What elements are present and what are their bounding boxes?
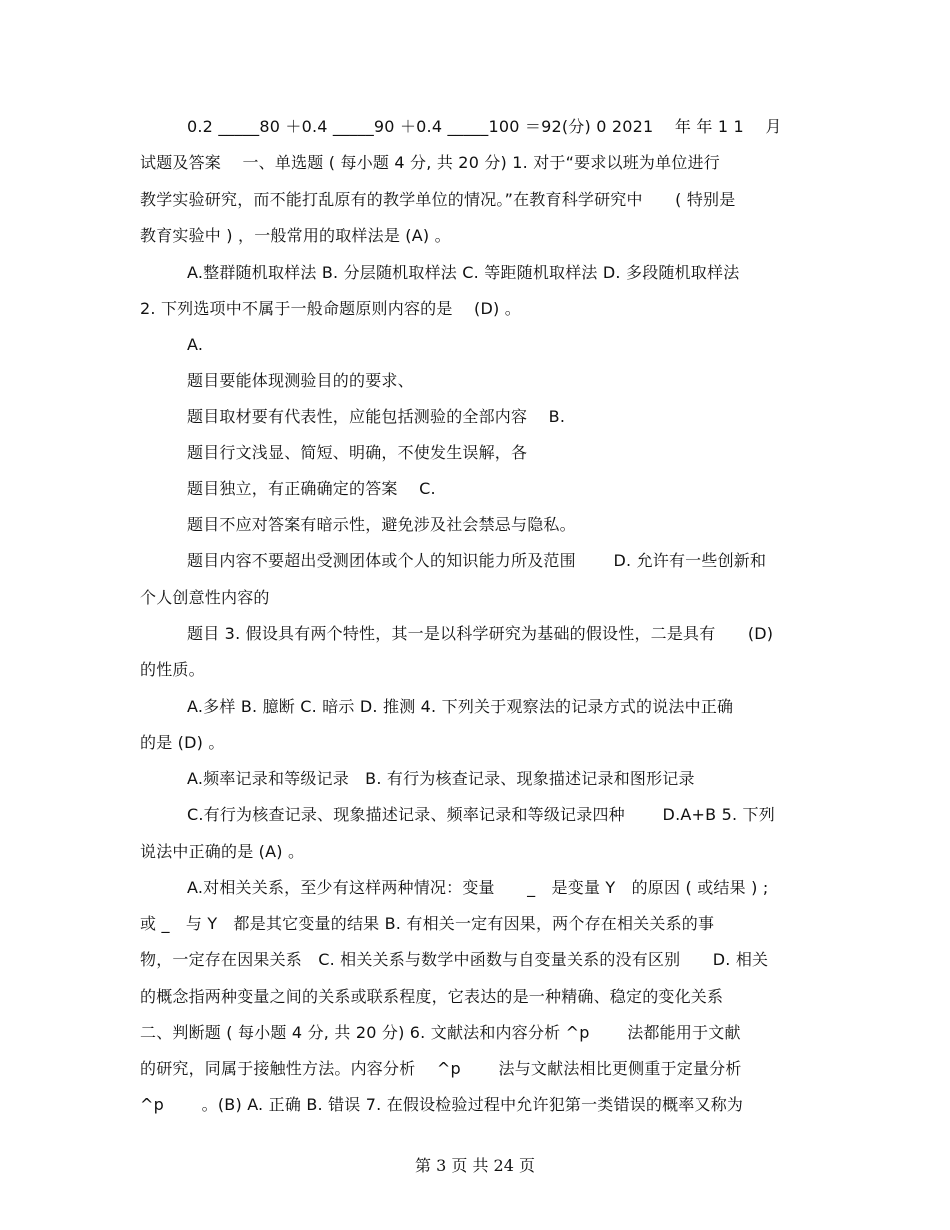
text-line: 题目要能体现测验目的的要求、 bbox=[187, 371, 414, 390]
text-line: A.多样 B. 臆断 C. 暗示 D. 推测 4. 下列关于观察法的记录方式的说法中正确 bbox=[187, 697, 734, 716]
text-line: A. bbox=[187, 335, 204, 354]
text-line: 题目取材要有代表性，应能包括测验的全部内容 B. bbox=[187, 407, 566, 426]
text-line: 物，一定存在因果关系 C. 相关关系与数学中函数与自变量关系的没有区别 D. 相关 bbox=[140, 950, 769, 969]
text-line: A.整群随机取样法 B. 分层随机取样法 C. 等距随机取样法 D. 多段随机取样法 bbox=[187, 263, 740, 282]
text-line: 说法中正确的是 (A) 。 bbox=[140, 842, 305, 861]
text-line: 个人创意性内容的 bbox=[140, 588, 270, 607]
text-line: 教育实验中 ) ，一般常用的取样法是 (A) 。 bbox=[140, 226, 451, 245]
text-line: 教学实验研究，而不能打乱原有的教学单位的情况。”在教育科学研究中 ( 特别是 bbox=[140, 190, 736, 209]
page-number-footer: 第 3 页 共 24 页 bbox=[415, 1156, 535, 1175]
text-line: 的性质。 bbox=[140, 660, 205, 679]
text-line: 2. 下列选项中不属于一般命题原则内容的是 (D) 。 bbox=[140, 299, 521, 318]
text-line: 题目不应对答案有暗示性，避免涉及社会禁忌与隐私。 bbox=[187, 515, 576, 534]
text-line: 题目独立，有正确确定的答案 C. bbox=[187, 479, 436, 498]
text-line: A.对相关关系，至少有这样两种情况：变量 _ 是变量 Y 的原因 ( 或结果 ) ; bbox=[187, 878, 769, 897]
text-line: ^p 。(B) A. 正确 B. 错误 7. 在假设检验过程中允许犯第一类错误的概率又称为 bbox=[140, 1095, 744, 1114]
text-line: C.有行为核查记录、现象描述记录、频率记录和等级记录四种 D.A+B 5. 下列 bbox=[187, 805, 775, 824]
text-line: 试题及答案 一、单选题 ( 每小题 4 分, 共 20 分) 1. 对于“要求以班为单位进行 bbox=[140, 153, 720, 172]
text-line: 的研究，同属于接触性方法。内容分析 ^p 法与文献法相比更侧重于定量分析 bbox=[140, 1059, 742, 1078]
text-line: A.频率记录和等级记录 B. 有行为核查记录、现象描述记录和图形记录 bbox=[187, 769, 695, 788]
text-line: 的概念指两种变量之间的关系或联系程度，它表达的是一种精确、稳定的变化关系 bbox=[140, 987, 724, 1006]
text-line: 题目内容不要超出受测团体或个人的知识能力所及范围 D. 允许有一些创新和 bbox=[187, 551, 767, 570]
text-line: 的是 (D) 。 bbox=[140, 733, 225, 752]
text-line: 题目行文浅显、简短、明确，不使发生误解，各 bbox=[187, 443, 528, 462]
text-line: 题目 3. 假设具有两个特性，其一是以科学研究为基础的假设性，二是具有 (D) bbox=[187, 624, 774, 643]
text-line: 或 _ 与 Y 都是其它变量的结果 B. 有相关一定有因果，两个存在相关关系的事 bbox=[140, 914, 715, 933]
text-line: 二、判断题 ( 每小题 4 分, 共 20 分) 6. 文献法和内容分析 ^p 法都能用于文献 bbox=[140, 1023, 741, 1042]
text-line: 0.2 _____80 ＋0.4 _____90 ＋0.4 _____100 ＝92(分) 0 2021 年 年 1 1 月 bbox=[187, 117, 782, 136]
